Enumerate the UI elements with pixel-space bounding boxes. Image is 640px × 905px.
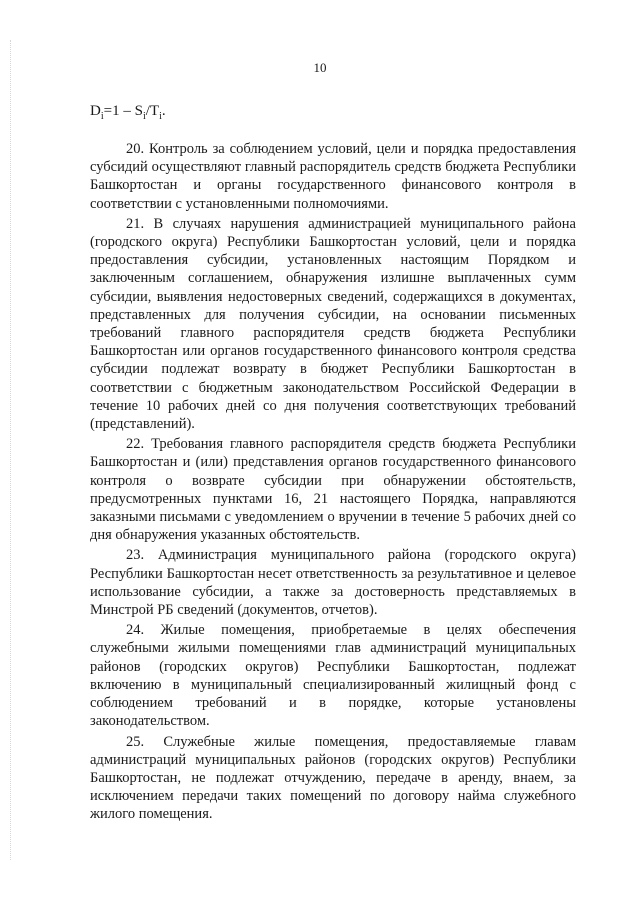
formula-slash: /T — [145, 103, 160, 119]
paragraph-25: 25. Служебные жилые помещения, предоставляемые главам администраций муниципальных районов (городских округов) Республики Башкортостан, не подлежат отчуждению, передаче в аренду, внаем, за исключением передачи таких помещений по договору найма служебного жилого помещения. — [90, 733, 576, 823]
paragraph-21: 21. В случаях нарушения администрацией муниципального района (городского округа) Республики Башкортостан условий, цели и порядка предоставления субсидии, установленных настоящим Порядком и заключенным соглашением, обнаружения излишне выплаченных сумм субсидии, выявления недостоверных сведений, содержащихся в документах, представленных для получения субсидии, на основании письменных требований главного распорядителя средств бюджета Республики Башкортостан или органов государственного финансового контроля средства субсидии подлежат возврату в бюджет Республики Башкортостан в соответствии с бюджетным законодательством Российской Федерации в течение 10 рабочих дней со дня получения соответствующих требований (представлений). — [90, 215, 576, 433]
paragraph-20: 20. Контроль за соблюдением условий, цели и порядка предоставления субсидий осуществляют главный распорядитель средств бюджета Республики Башкортостан и органы государственного финансового контроля в соответствии с установленными полномочиями. — [90, 141, 576, 212]
formula-equals: =1 – S — [103, 103, 143, 119]
page-number: 10 — [313, 60, 327, 75]
paragraph-24: 24. Жилые помещения, приобретаемые в целях обеспечения служебными жилыми помещениями глав администраций муниципальных районов (городских округов) Республики Башкортостан, подлежат включению в муниципальный специализированный жилищный фонд с соблюдением требований и в порядке, которые установлены законодательством. — [90, 622, 576, 730]
scan-edge-mark — [10, 40, 12, 860]
formula-d-subscript: i — [100, 111, 104, 122]
formula-t-subscript: i — [159, 111, 162, 122]
document-body — [90, 140, 576, 824]
paragraph-22: 22. Требования главного распорядителя средств бюджета Республики Башкортостан и (или) представления органов государственного финансового контроля о возврате субсидии при обнаружении обстоятельств, предусмотренных пунктами 16, 21 настоящего Порядка, направляются заказными письмами с уведомлением о вручении в течение 5 рабочих дней со дня обнаружения указанных обстоятельств. — [90, 436, 576, 544]
formula-d: D — [90, 103, 101, 119]
formula — [90, 102, 166, 126]
formula-end: . — [161, 103, 166, 119]
paragraph-23: 23. Администрация муниципального района (городского округа) Республики Башкортостан несет ответственность за результативное и целевое использование субсидии, а также за достоверность представляемых в Минстрой РБ сведений (документов, отчетов). — [90, 547, 576, 619]
formula-s-subscript: i — [142, 111, 146, 122]
